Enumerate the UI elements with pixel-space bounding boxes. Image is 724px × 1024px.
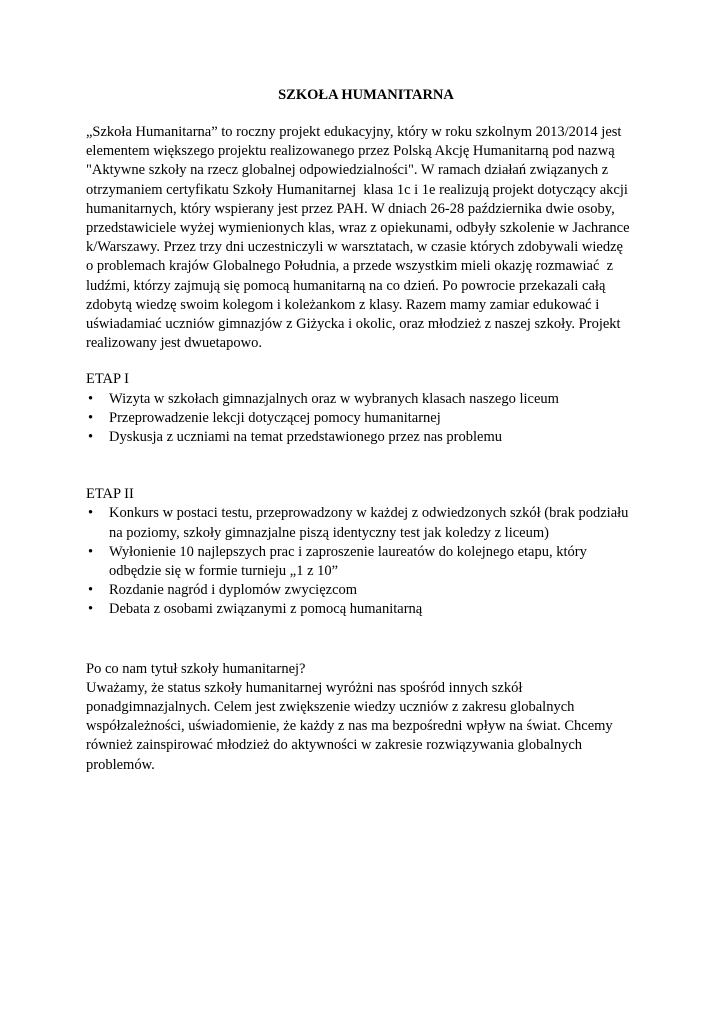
intro-line: „Szkoła Humanitarna” to roczny projekt edukacyjny, który w roku szkolnym 2013/2014 jest (86, 124, 622, 140)
list-item-text: Przeprowadzenie lekcji dotyczącej pomocy humanitarnej (109, 409, 441, 426)
intro-line: otrzymaniem certyfikatu Szkoły Humanitarnej klasa 1c i 1e realizują projekt dotyczący akcji (86, 181, 628, 198)
intro-line: o problemach krajów Globalnego Południa, a przede wszystkim mieli okazję rozmawiać z (86, 258, 614, 275)
intro-line: k/Warszawy. Przez trzy dni uczestniczyli w warsztatach, w czasie których zdobywali wiedzę (86, 239, 623, 256)
document-page (86, 86, 646, 775)
intro-line: humanitarnych, który wspierany jest przez PAH. W dniach 26-28 października dwie osoby, (86, 200, 615, 217)
etap-1-list (86, 390, 646, 448)
etap-2-list (86, 504, 646, 619)
bullet-icon: • (88, 505, 94, 522)
bullet-icon: • (88, 543, 94, 560)
bullet-icon: • (88, 429, 94, 446)
list-item-text: Konkurs w postaci testu, przeprowadzony w każdej z odwiedzonych szkół (brak podziału (109, 505, 629, 522)
list-item (86, 390, 646, 409)
etap-2-heading: ETAP II (86, 486, 134, 503)
list-item-text: Rozdanie nagród i dyplomów zwycięzcom (109, 582, 358, 599)
list-item-text: Wyłonienie 10 najlepszych prac i zaproszenie laureatów do kolejnego etapu, który (109, 543, 587, 560)
why-answer-line: ponadgimnazjalnych. Celem jest zwiększenie wiedzy uczniów z zakresu globalnych (86, 699, 575, 716)
list-item (86, 543, 646, 581)
intro-line: zdobytą wiedzę swoim kolegom i koleżankom z klasy. Razem mamy zamiar edukować i (86, 296, 600, 313)
etap-1-heading: ETAP I (86, 371, 130, 388)
why-answer-line: współzależności, uświadomienie, że każdy z nas ma bezpośredni wpływ na świat. Chcemy (86, 718, 613, 735)
why-answer-line: problemów. (86, 756, 155, 773)
list-item-text: Dyskusja z uczniami na temat przedstawionego przez nas problemu (109, 429, 502, 446)
intro-line: uświadamiać uczniów gimnazjów z Giżycka i okolic, oraz młodzież z naszej szkoły. Projekt (86, 316, 621, 333)
list-item (86, 600, 646, 619)
list-item-text: Debata z osobami związanymi z pomocą humanitarną (109, 601, 423, 618)
intro-line: realizowany jest dwuetapowo. (86, 335, 262, 352)
why-answer-line: również zainspirować młodzież do aktywności w zakresie rozwiązywania globalnych (86, 737, 583, 754)
why-paragraph (86, 660, 646, 775)
why-answer-line: Uważamy, że status szkoły humanitarnej wyróżni nas spośród innych szkół (86, 679, 523, 696)
list-item-text: Wizyta w szkołach gimnazjalnych oraz w wybranych klasach naszego liceum (109, 390, 559, 407)
list-item (86, 409, 646, 428)
page-title: SZKOŁA HUMANITARNA (278, 87, 454, 103)
list-item (86, 581, 646, 600)
list-item (86, 428, 646, 447)
intro-line: "Aktywne szkoły na rzecz globalnej odpowiedzialności". W ramach działań związanych z (86, 162, 609, 179)
intro-line: przedstawiciele wyżej wymienionych klas, wraz z opiekunami, odbyły szkolenie w Jachrance (86, 220, 630, 237)
bullet-icon: • (88, 409, 94, 426)
intro-line: ludźmi, którzy zajmują się pomocą humanitarną na co dzień. Po powrocie przekazali całą (86, 277, 606, 294)
list-item (86, 504, 646, 542)
intro-line: elementem większego projektu realizowanego przez Polską Akcję Humanitarną pod nazwą (86, 143, 615, 160)
why-question: Po co nam tytuł szkoły humanitarnej? (86, 660, 306, 677)
list-item-text: odbędzie się w formie turnieju „1 z 10” (109, 563, 339, 580)
bullet-icon: • (88, 390, 94, 407)
bullet-icon: • (88, 582, 94, 599)
bullet-icon: • (88, 601, 94, 618)
list-item-text: na poziomy, szkoły gimnazjalne piszą identyczny test jak koledzy z liceum) (109, 524, 549, 541)
intro-paragraph (86, 123, 646, 353)
